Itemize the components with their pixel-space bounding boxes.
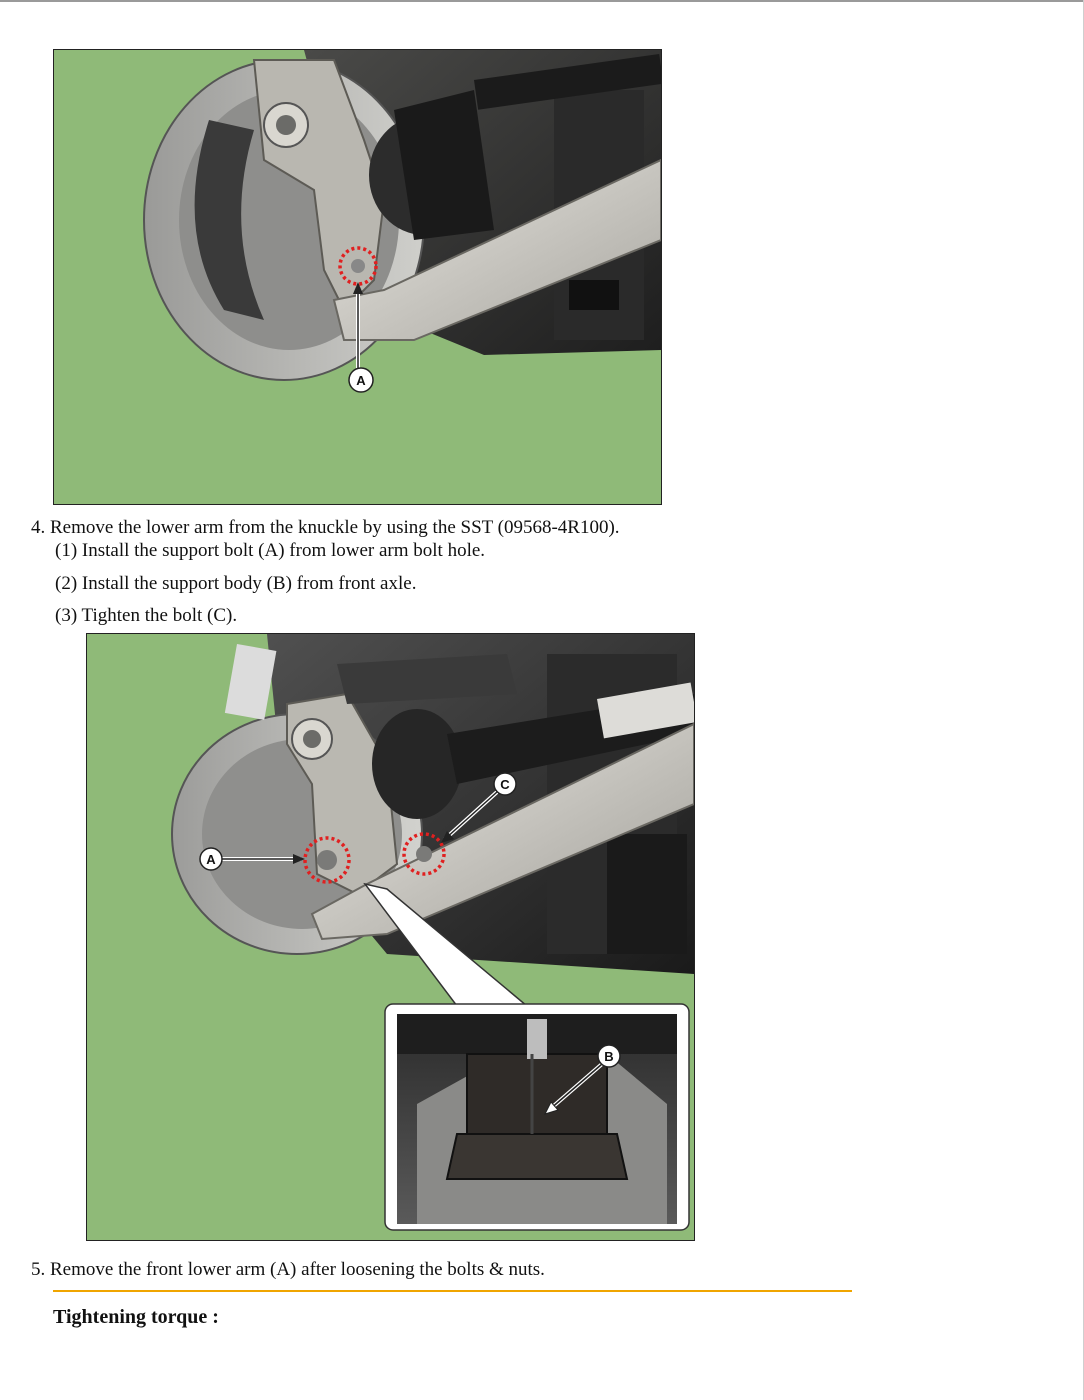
spec-divider [53,1290,852,1292]
callout-a: A [206,852,216,867]
page-top-border [0,0,1084,2]
tightening-torque-label: Tightening torque : [53,1306,219,1328]
step-4-text: 4. Remove the lower arm from the knuckle by using the SST (09568-4R100). [31,517,620,538]
callout-c: C [500,777,510,792]
step-5-text: 5. Remove the front lower arm (A) after loosening the bolts & nuts. [31,1259,545,1280]
figure-knuckle-bolt [53,49,662,505]
figure-sst-installation [86,633,695,1241]
step-4-2-text: (2) Install the support body (B) from front axle. [55,573,417,594]
step-4-1-text: (1) Install the support bolt (A) from lower arm bolt hole. [55,540,486,561]
step-4-3-text: (3) Tighten the bolt (C). [55,605,238,626]
callout-a: A [356,373,366,388]
callout-b: B [604,1049,614,1064]
